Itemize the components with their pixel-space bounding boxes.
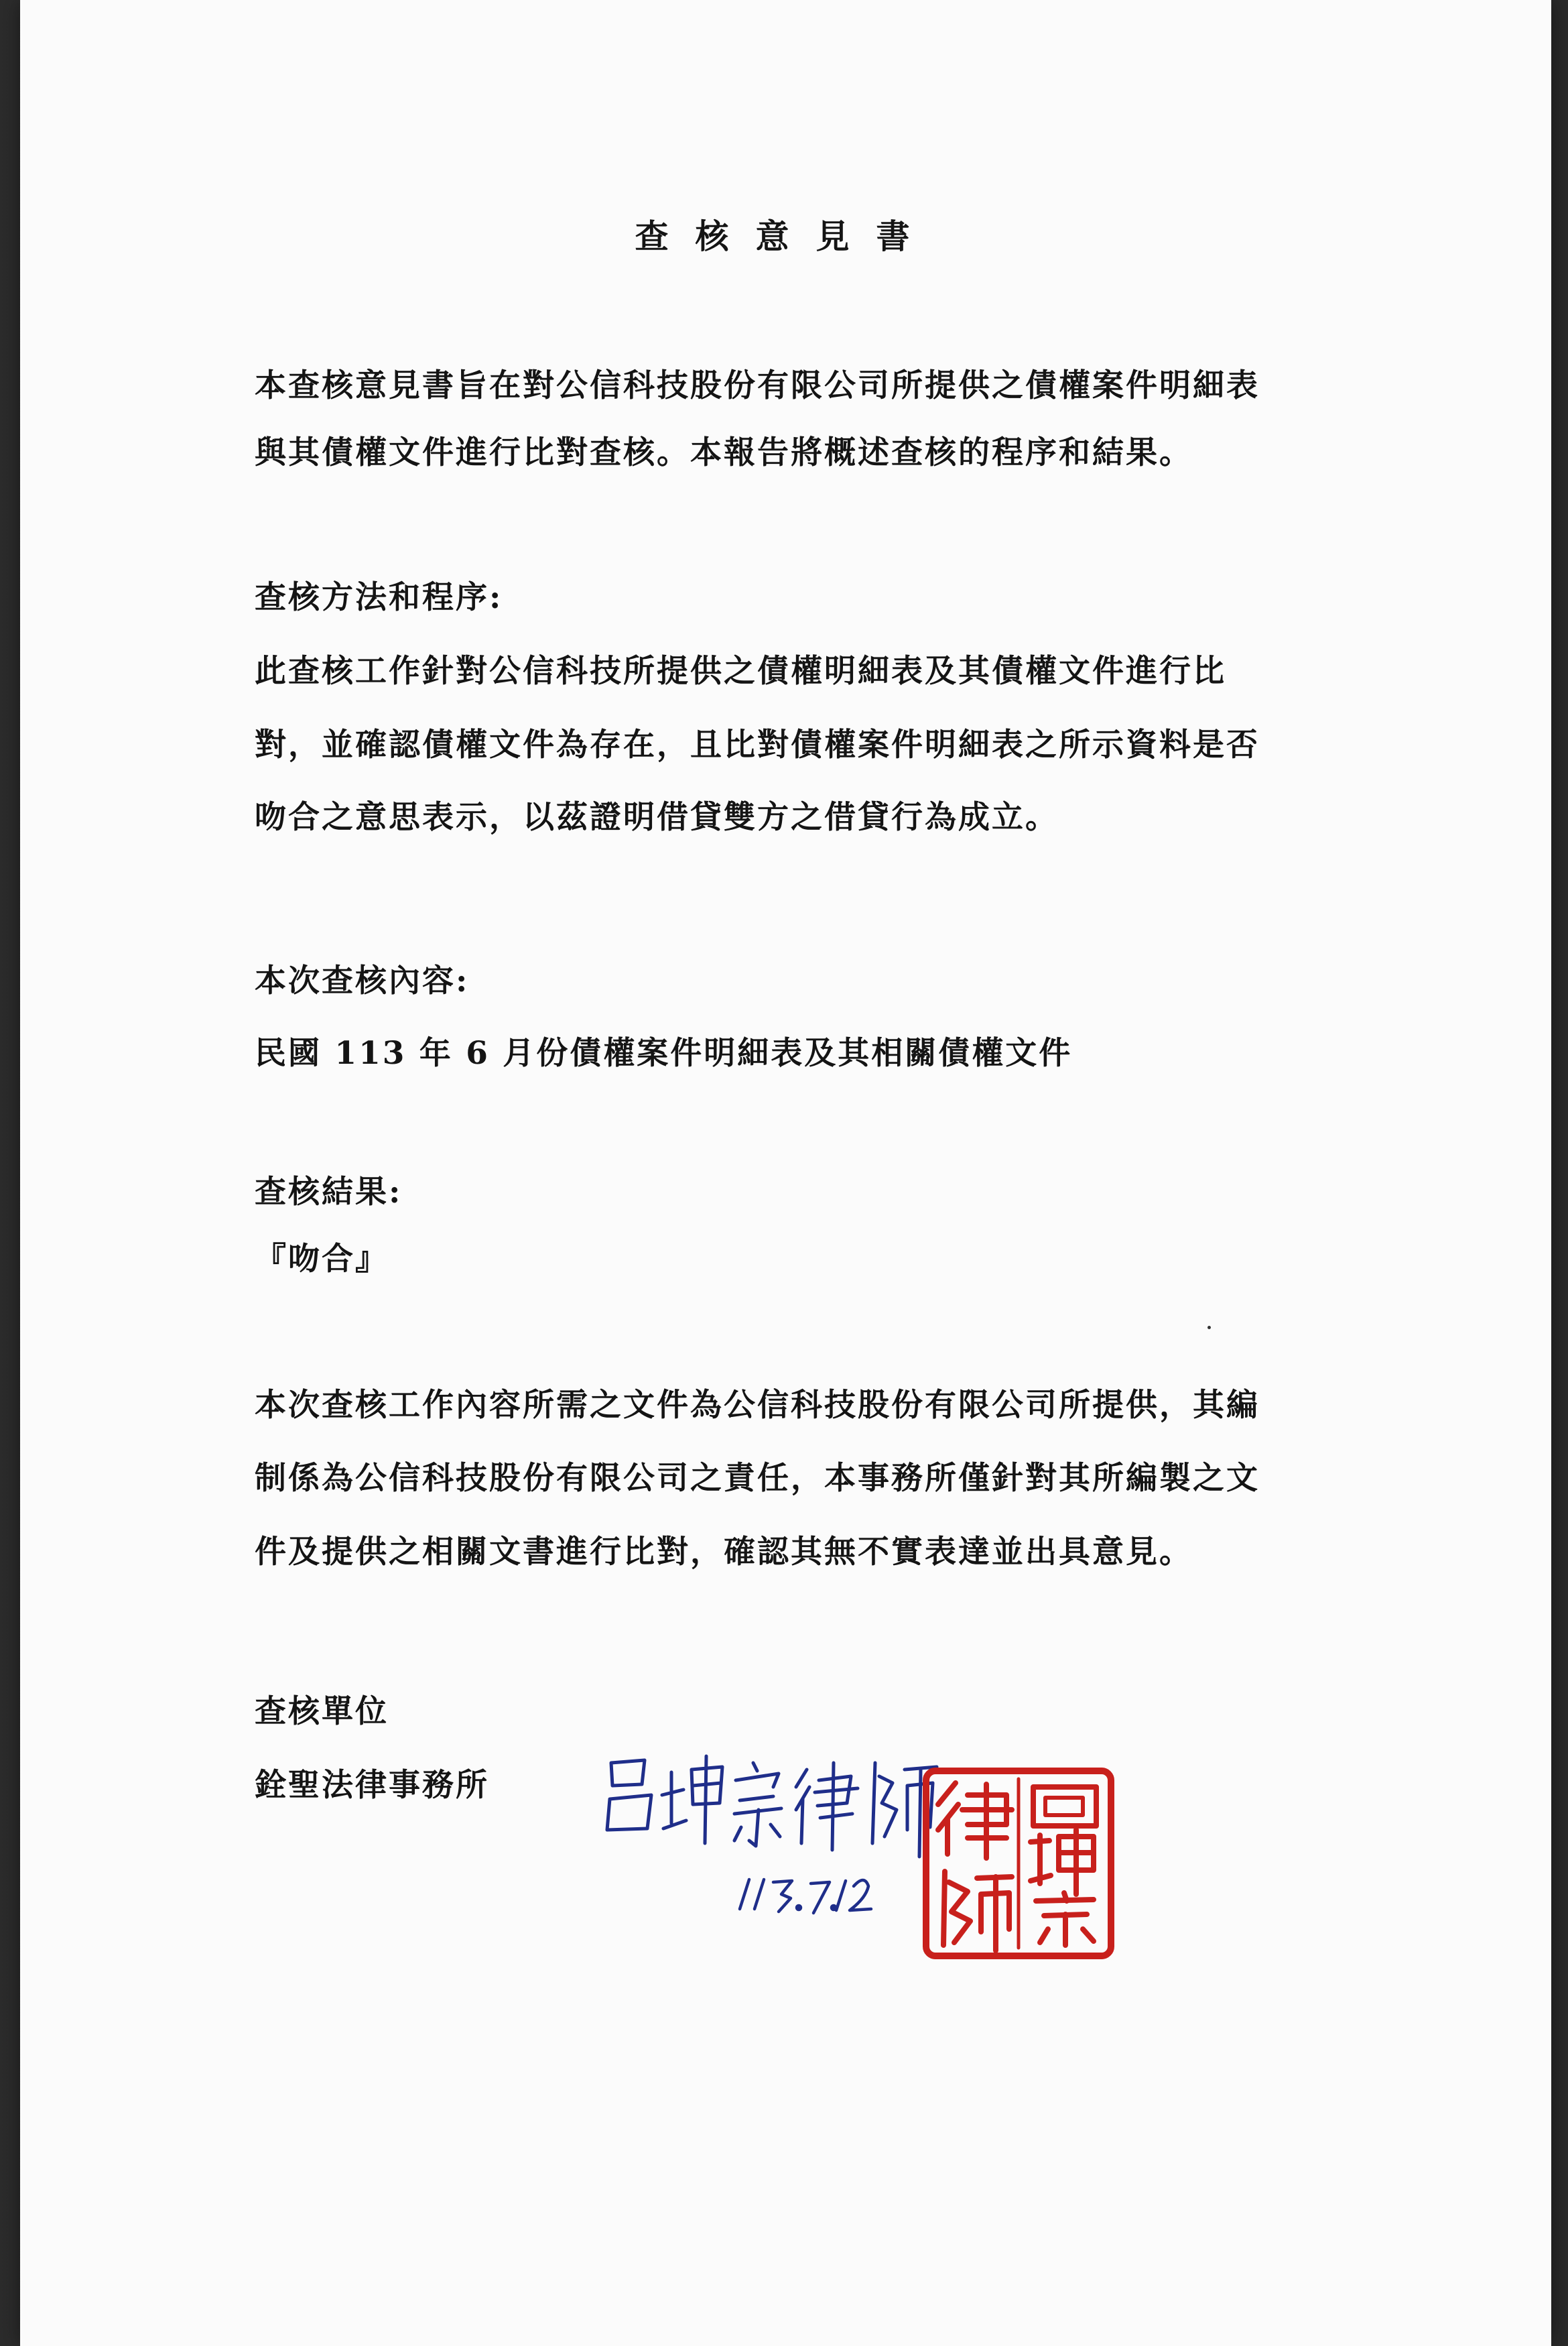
scope-line: 民國 113 年 6 月份債權案件明細表及其相關債權文件 — [255, 1035, 1073, 1072]
document-title: 查核意見書 — [635, 217, 937, 256]
handwritten-signature — [598, 1743, 946, 1924]
intro-line-1: 本查核意見書旨在對公信科技股份有限公司所提供之債權案件明細表 — [255, 367, 1260, 404]
result-heading: 查核結果: — [255, 1174, 403, 1211]
unit-heading: 查核單位 — [255, 1693, 389, 1730]
seal-stamp — [918, 1763, 1119, 1964]
result-value: 『吻合』 — [255, 1241, 389, 1278]
disclaimer-line-3: 件及提供之相關文書進行比對，確認其無不實表達並出具意見。 — [255, 1534, 1193, 1570]
document-page — [20, 0, 1551, 2346]
intro-line-2: 與其債權文件進行比對查核。本報告將概述查核的程序和結果。 — [255, 434, 1193, 471]
method-heading: 查核方法和程序: — [255, 579, 503, 616]
disclaimer-line-2: 制係為公信科技股份有限公司之責任，本事務所僅針對其所編製之文 — [255, 1460, 1260, 1497]
method-line-1: 此查核工作針對公信科技所提供之債權明細表及其債權文件進行比 — [255, 653, 1226, 690]
disclaimer-line-1: 本次查核工作內容所需之文件為公信科技股份有限公司所提供，其編 — [255, 1387, 1260, 1424]
unit-firm: 銓聖法律事務所 — [255, 1767, 489, 1804]
method-line-3: 吻合之意思表示，以茲證明借貸雙方之借貸行為成立。 — [255, 799, 1059, 836]
method-line-2: 對，並確認債權文件為存在，且比對債權案件明細表之所示資料是否 — [255, 727, 1260, 763]
scope-heading: 本次查核內容: — [255, 963, 470, 999]
paper-speck — [1207, 1326, 1211, 1329]
